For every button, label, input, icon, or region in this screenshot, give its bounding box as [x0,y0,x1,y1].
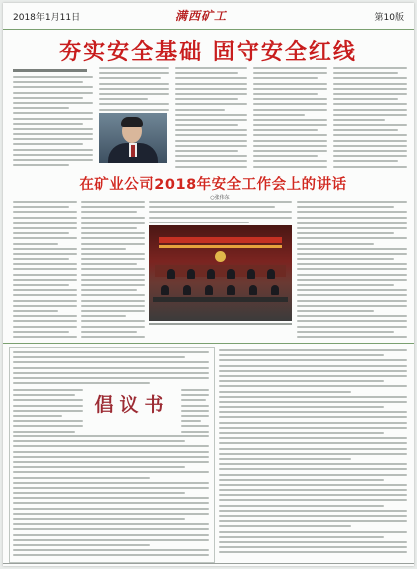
photo-caption [149,323,292,328]
article-column-3 [175,67,247,171]
proposal-body-text [13,435,209,557]
issue-date: 2018年1月11日 [13,13,81,23]
author-byline: ○张伟东 [210,195,230,201]
article-column-1 [13,67,93,169]
article-column-5 [333,67,407,171]
article-column-8-top [149,201,292,223]
newspaper-page [3,3,414,566]
article-column-9 [297,201,407,339]
page-number: 第10版 [374,13,404,23]
article-column-2-top [99,67,169,111]
proposal-side-text-right [181,389,209,433]
article-column-7 [81,201,145,339]
masthead [3,3,414,30]
section-divider [3,343,414,344]
speech-title: 在矿业公司2018年安全工作会上的讲话 [79,177,347,193]
proposal-title: 倡议书 [94,394,170,416]
article-column-6 [13,201,77,339]
proposal-side-text-left [13,389,83,433]
footer-rule [3,563,414,564]
newspaper-logo: 满西矿工 [175,9,228,23]
page-headline: 夯实安全基础 固守安全红线 [59,40,357,65]
subheading-bar [13,69,87,72]
proposal-intro-text [13,351,209,387]
speaker-portrait-photo [99,113,167,163]
article-column-4 [253,67,327,171]
article-column-bottom-right [219,349,407,557]
conference-meeting-photo [149,225,292,321]
